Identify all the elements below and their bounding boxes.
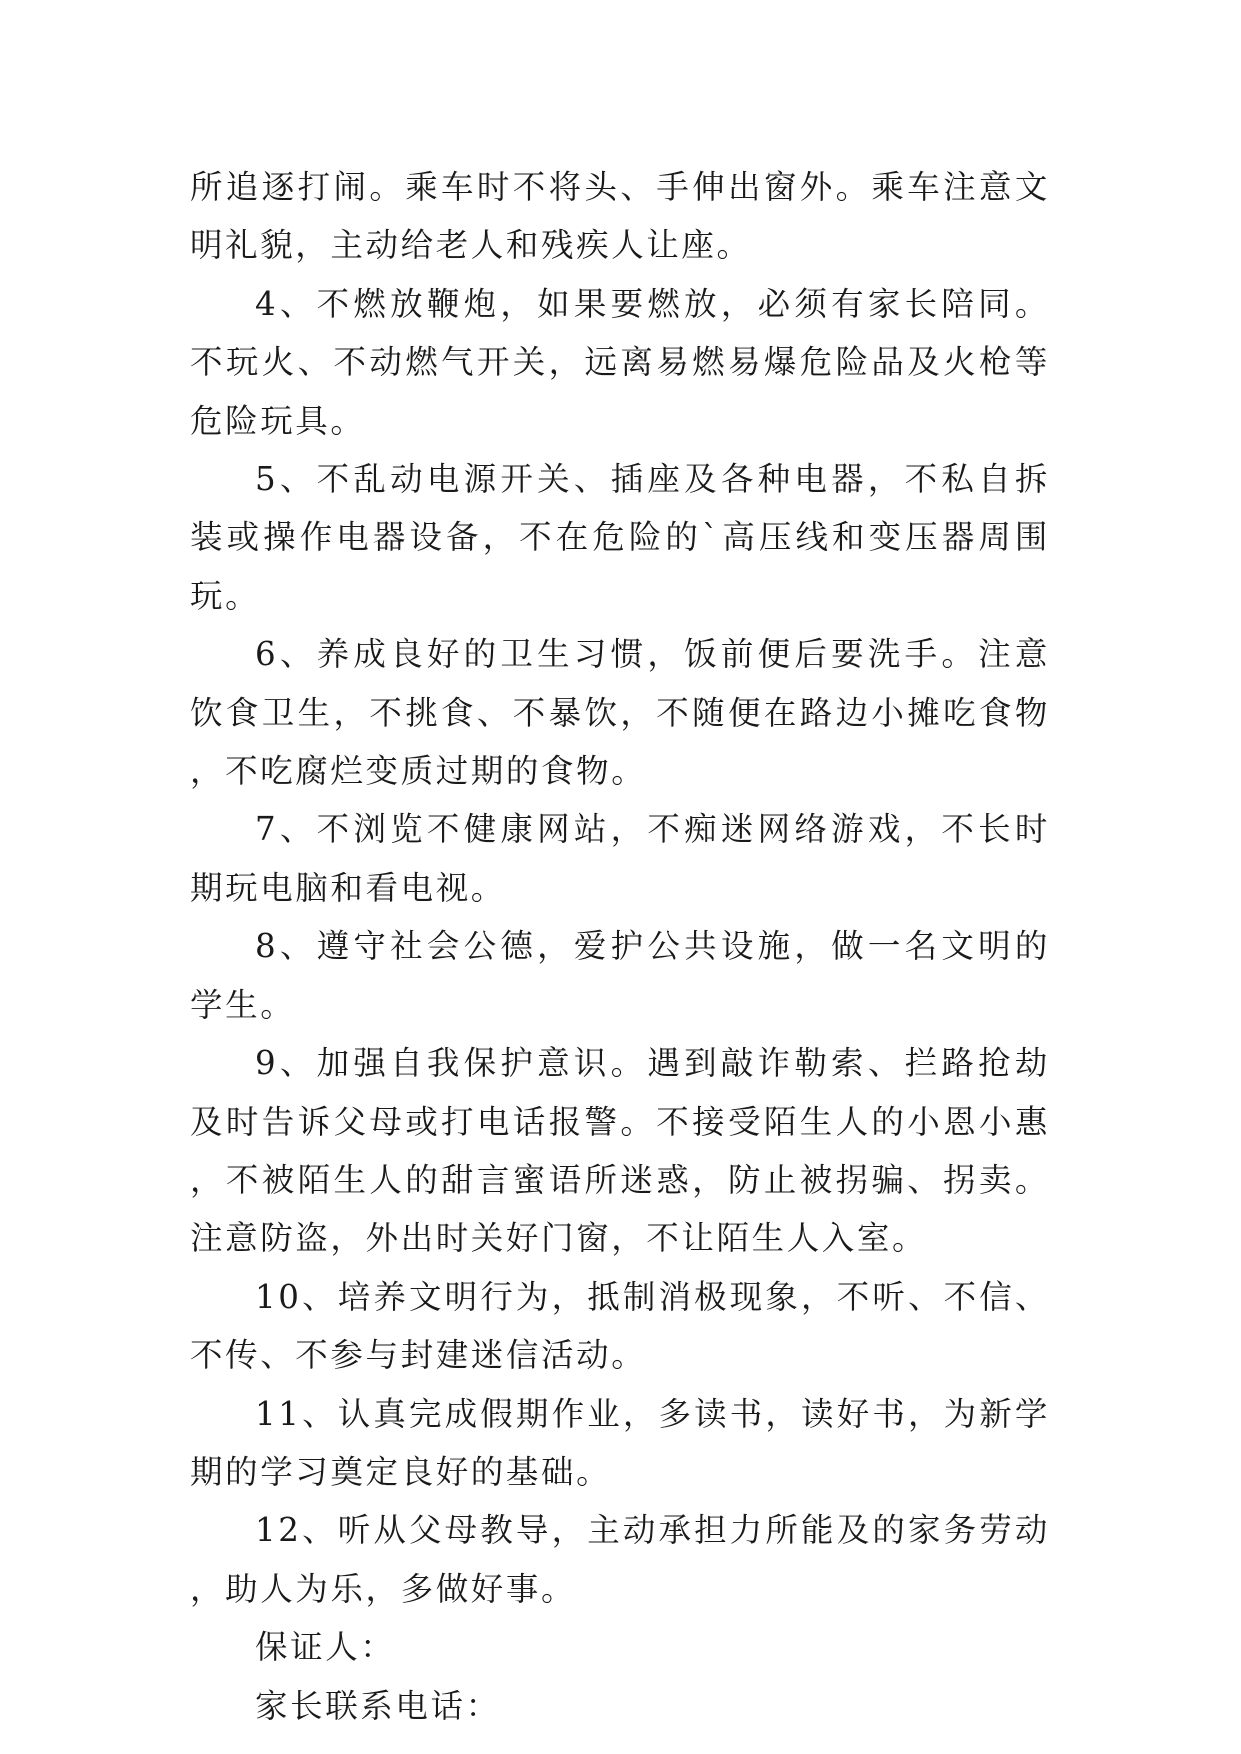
guarantor-signature-line: 保证人： bbox=[255, 1628, 396, 1667]
paragraph-item-7: 7、不浏览不健康网站，不痴迷网络游戏，不长时期玩电脑和看电视。 bbox=[190, 810, 1050, 907]
document-body bbox=[190, 158, 1050, 1735]
paragraph-item-4: 4、不燃放鞭炮，如果要燃放，必须有家长陪同。不玩火、不动燃气开关，远离易燃易爆危险品及火枪等危险玩具。 bbox=[190, 284, 1050, 440]
paragraph-item-6: 6、养成良好的卫生习惯，饭前便后要洗手。注意饮食卫生，不挑食、不暴饮，不随便在路边小摊吃食物，不吃腐烂变质过期的食物。 bbox=[190, 635, 1050, 791]
paragraph-item-12: 12、听从父母教导，主动承担力所能及的家务劳动，助人为乐，多做好事。 bbox=[190, 1511, 1050, 1608]
paragraph-continuation: 所追逐打闹。乘车时不将头、手伸出窗外。乘车注意文明礼貌，主动给老人和残疾人让座。 bbox=[190, 168, 1050, 265]
parent-phone-line: 家长联系电话： bbox=[255, 1686, 501, 1725]
paragraph-item-8: 8、遵守社会公德，爱护公共设施，做一名文明的学生。 bbox=[190, 927, 1050, 1024]
paragraph-item-9: 9、加强自我保护意识。遇到敲诈勒索、拦路抢劫及时告诉父母或打电话报警。不接受陌生人的小恩小惠，不被陌生人的甜言蜜语所迷惑，防止被拐骗、拐卖。注意防盗，外出时关好门窗，不让陌生人入室。 bbox=[190, 1044, 1050, 1258]
paragraph-item-10: 10、培养文明行为，抵制消极现象，不听、不信、不传、不参与封建迷信活动。 bbox=[190, 1277, 1050, 1375]
paragraph-item-5: 5、不乱动电源开关、插座及各种电器，不私自拆装或操作电器设备，不在危险的`高压线和变压器周围玩。 bbox=[190, 460, 1050, 615]
paragraph-item-11: 11、认真完成假期作业，多读书，读好书，为新学期的学习奠定良好的基础。 bbox=[190, 1394, 1050, 1491]
